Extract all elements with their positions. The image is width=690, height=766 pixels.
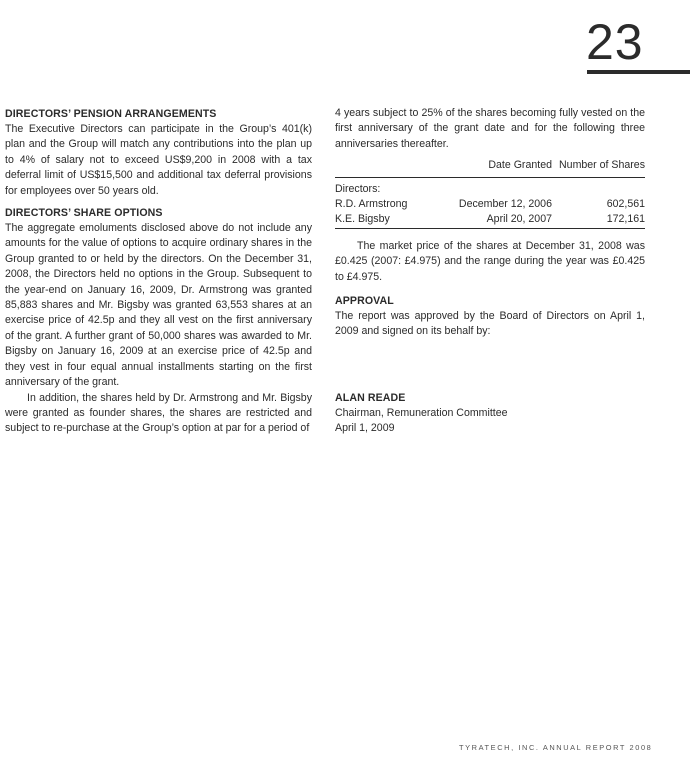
right-column <box>335 106 645 437</box>
signatory-title: Chairman, Remuneration Committee <box>335 406 508 419</box>
pension-heading: DIRECTORS’ PENSION ARRANGEMENTS <box>5 108 217 120</box>
grant-date: December 12, 2006 <box>458 198 552 211</box>
page-number: 23 <box>586 14 644 70</box>
signature-block <box>335 390 645 437</box>
founder-shares-paragraph: In addition, the shares held by Dr. Armstrong and Mr. Bigsby were granted as founder shares, the shares are restricted and subject to re-purchase at the Group’s option at par for a period of <box>5 391 312 435</box>
number-of-shares-header: Number of Shares <box>552 156 645 177</box>
left-column <box>5 106 312 437</box>
director-name: R.D. Armstrong <box>335 198 408 211</box>
report-footer: TYRATECH, INC. ANNUAL REPORT 2008 <box>459 743 653 752</box>
director-name: K.E. Bigsby <box>335 212 440 228</box>
page-number-rule <box>587 70 690 74</box>
table-row <box>335 212 645 228</box>
table-row <box>335 197 645 212</box>
director-shares-table <box>335 156 645 229</box>
share-options-heading: DIRECTORS’ SHARE OPTIONS <box>5 207 163 220</box>
share-options-paragraph: The aggregate emoluments disclosed above do not include any amounts for the value of options to acquire ordinary shares in the Group granted to or held by the directors. On the December 31, 2008, the Directors held no options in the Group. Subsequent to the year-end on January 16, 2009, Dr. Armstrong was granted 85,883 shares and Mr. Bigsby was granted 63,553 shares at an exercise price of 42.5p and they all vest on the first anniversary of the grant. A further grant of 50,000 shares was awarded to Mr. Bigsby on January 16, 2009 at an exercise price of 42.5p and they vest in four equal annual installments starting on the first anniversary of the grant. <box>5 222 312 389</box>
vesting-continued-paragraph: 4 years subject to 25% of the shares becoming fully vested on the first anniversary of the grant date and for the following three anniversaries thereafter. <box>335 107 645 150</box>
signatory-date: April 1, 2009 <box>335 422 395 435</box>
directors-group-label: Directors: <box>335 182 381 195</box>
pension-paragraph: The Executive Directors can participate in the Group’s 401(k) plan and the Group will match any contributions into the plan up to 4% of salary not to exceed US$9,200 in 2008 with a tax deferral limit of US$15,500 and additional tax deferral provisions for employees over 50 years old. <box>5 123 312 197</box>
share-count: 602,561 <box>606 198 645 211</box>
approval-paragraph: The report was approved by the Board of Directors on April 1, 2009 and signed on its behalf by: <box>335 310 645 338</box>
market-price-paragraph: The market price of the shares at December 31, 2008 was £0.425 (2007: £4.975) and the range during the year was £0.425 to £4.975. <box>335 239 645 283</box>
signatory-name: ALAN READE <box>335 391 406 404</box>
grant-date: April 20, 2007 <box>440 212 552 228</box>
share-count: 172,161 <box>552 212 645 228</box>
date-granted-header: Date Granted <box>440 156 552 177</box>
approval-heading: APPROVAL <box>335 295 394 308</box>
